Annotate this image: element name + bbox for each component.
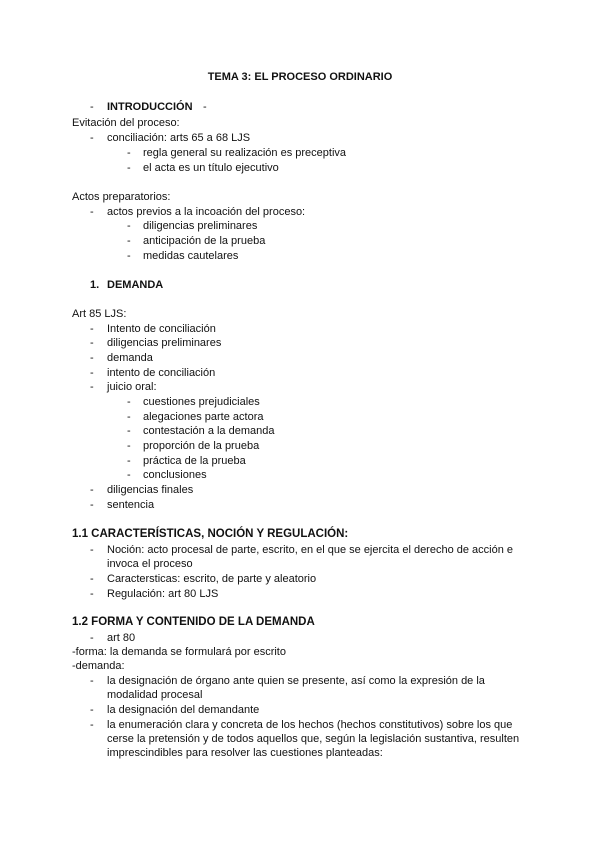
dash: -: [127, 469, 131, 481]
list-item: demanda: [107, 352, 153, 364]
dash: -: [90, 352, 94, 364]
dash: -: [127, 396, 131, 408]
art-85-label: Art 85 LJS:: [72, 308, 127, 320]
list-item: anticipación de la prueba: [143, 235, 266, 247]
art-80-item: art 80: [107, 632, 136, 644]
dash: -: [90, 675, 94, 687]
dash: -: [90, 132, 94, 144]
dash: -: [90, 101, 94, 113]
nocion-line-1: Noción: acto procesal de parte, escrito, en el que se ejercita el derecho de acción e: [107, 544, 514, 556]
list-item: proporción de la prueba: [143, 440, 260, 452]
actos-label: Actos preparatorios:: [72, 191, 171, 203]
list-item: práctica de la prueba: [143, 455, 246, 467]
demanda-heading: DEMANDA: [107, 279, 164, 291]
dash: -: [90, 632, 94, 644]
forma-line: -forma: la demanda se formulará por escrito: [72, 646, 286, 658]
demanda-label: -demanda:: [72, 660, 125, 672]
document-title: TEMA 3: EL PROCESO ORDINARIO: [207, 71, 393, 83]
evitacion-label: Evitación del proceso:: [72, 117, 180, 129]
item-3-line-1: la enumeración clara y concreta de los hechos (hechos constitutivos) sobre los que: [107, 719, 513, 731]
list-item: alegaciones parte actora: [143, 411, 264, 423]
regulacion-item: Regulación: art 80 LJS: [107, 588, 219, 600]
dash: -: [127, 425, 131, 437]
dash: -: [90, 704, 94, 716]
list-item: sentencia: [107, 499, 155, 511]
item-1-line-1: la designación de órgano ante quien se presente, así como la expresión de la: [107, 675, 485, 687]
dash: -: [90, 323, 94, 335]
conciliacion-item: conciliación: arts 65 a 68 LJS: [107, 132, 251, 144]
item-3-line-3: imprescindibles para resolver las cuestiones planteadas:: [107, 747, 383, 759]
dash: -: [127, 220, 131, 232]
list-item: conclusiones: [143, 469, 207, 481]
dash: -: [127, 411, 131, 423]
dash: -: [90, 544, 94, 556]
list-item: intento de conciliación: [107, 367, 216, 379]
list-item: Intento de conciliación: [107, 323, 216, 335]
section-1-2-heading: 1.2 FORMA Y CONTENIDO DE LA DEMANDA: [72, 616, 315, 628]
list-item: medidas cautelares: [143, 250, 239, 262]
intro-heading: INTRODUCCIÓN: [107, 101, 193, 113]
section-number: 1.: [90, 279, 100, 291]
item-3-line-2: cerse la pretensión y de todos aquellos que, según la legislación sustantiva, resulten: [107, 733, 520, 745]
item-1-line-2: modalidad procesal: [107, 689, 203, 701]
nocion-line-2: invoca el proceso: [107, 558, 193, 570]
dash: -: [127, 235, 131, 247]
dash: -: [90, 206, 94, 218]
list-item: cuestiones prejudiciales: [143, 396, 260, 408]
caracteristicas-item: Caractersticas: escrito, de parte y aleatorio: [107, 573, 317, 585]
dash: -: [127, 162, 131, 174]
list-item: diligencias preliminares: [143, 220, 258, 232]
dash: -: [127, 455, 131, 467]
item-2: la designación del demandante: [107, 704, 260, 716]
list-item: regla general su realización es preceptiva: [143, 147, 347, 159]
dash: -: [90, 367, 94, 379]
dash: -: [90, 588, 94, 600]
list-item: el acta es un título ejecutivo: [143, 162, 279, 174]
list-item: diligencias preliminares: [107, 337, 222, 349]
dash: -: [90, 337, 94, 349]
section-1-1-heading: 1.1 CARACTERÍSTICAS, NOCIÓN Y REGULACIÓN:: [72, 528, 349, 540]
dash: -: [90, 719, 94, 731]
dash: -: [203, 101, 207, 113]
dash: -: [127, 250, 131, 262]
actos-previos-item: actos previos a la incoación del proceso:: [107, 206, 306, 218]
list-item: diligencias finales: [107, 484, 194, 496]
dash: -: [90, 573, 94, 585]
list-item: contestación a la demanda: [143, 425, 275, 437]
dash: -: [90, 499, 94, 511]
list-item: juicio oral:: [107, 381, 157, 393]
dash: -: [127, 440, 131, 452]
dash: -: [90, 484, 94, 496]
dash: -: [127, 147, 131, 159]
dash: -: [90, 381, 94, 393]
